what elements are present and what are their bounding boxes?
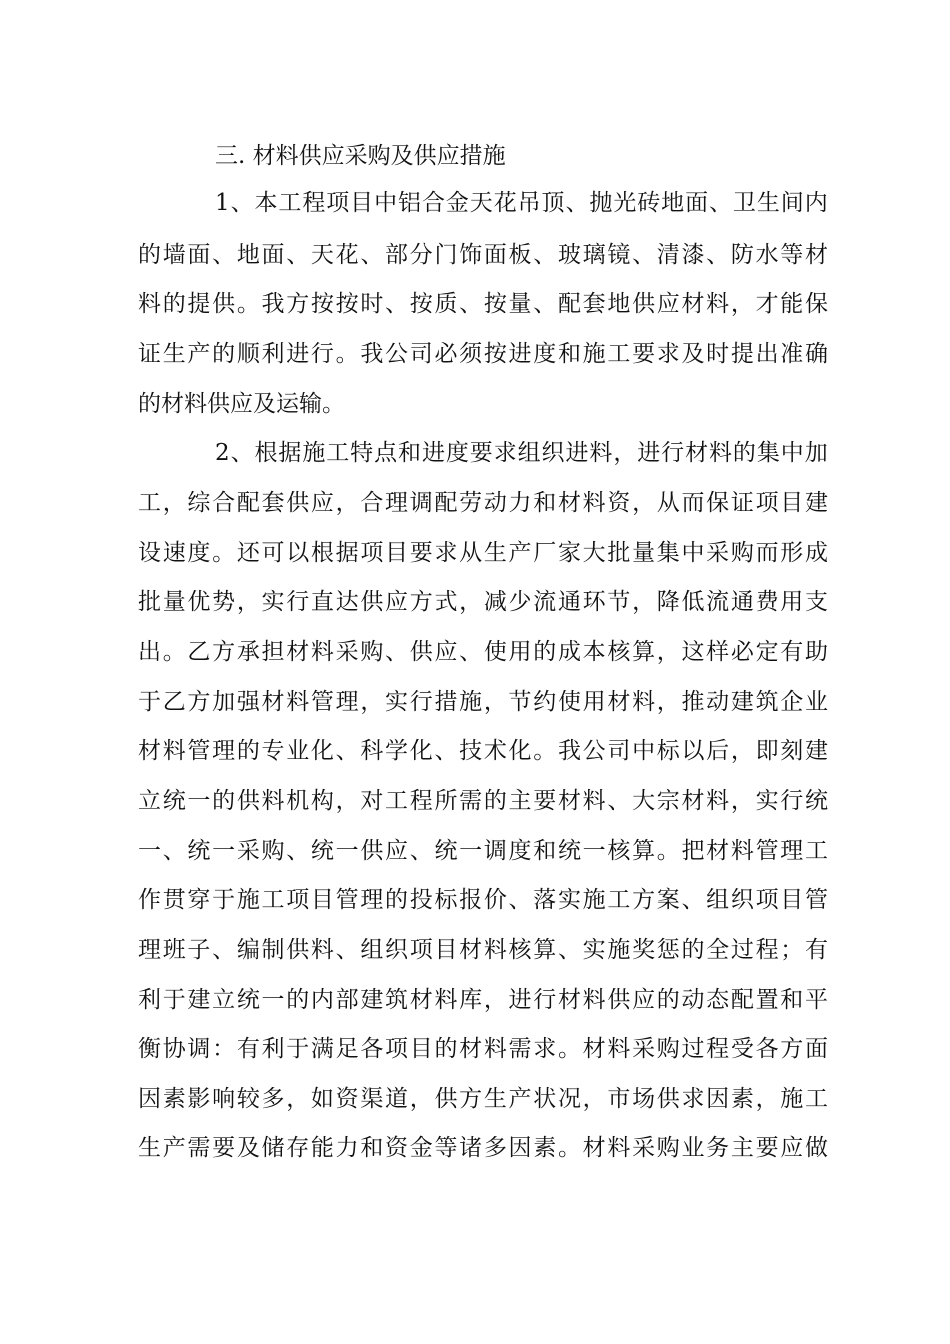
- paragraph-line: 立 统 一 的 供 料 机 构 ， 对 工 程 所 需 的 主 要 材 料 、 大 宗 材 料 ， 实 行 统: [138, 788, 828, 814]
- paragraph-line: 的材料供应及运输。: [138, 391, 345, 417]
- paragraph-line: 作 贯 穿 于 施 工 项 目 管 理 的 投 标 报 价 、 落 实 施 工 方 案 、 组 织 项 目 管: [138, 887, 828, 913]
- paragraph-line: 料 的 提 供 。 我 方 按 按 时 、 按 质 、 按 量 、 配 套 地 供 应 材 料 ， 才 能 保: [138, 291, 828, 317]
- paragraph-line: 的 墙 面 、 地 面 、 天 花 、 部 分 门 饰 面 板 、 玻 璃 镜 、 清 漆 、 防 水 等 材: [138, 242, 828, 268]
- paragraph-line: 2 、 根 据 施 工 特 点 和 进 度 要 求 组 织 进 料 ， 进 行 材 料 的 集 中 加: [215, 440, 828, 466]
- paragraph-line: 工 ， 综 合 配 套 供 应 ， 合 理 调 配 劳 动 力 和 材 料 资 ， 从 而 保 证 项 目 建: [138, 490, 828, 516]
- paragraph-line: 出 。 乙 方 承 担 材 料 采 购 、 供 应 、 使 用 的 成 本 核 算 ， 这 样 必 定 有 助: [138, 639, 828, 665]
- paragraph-line: 设 速 度 。 还 可 以 根 据 项 目 要 求 从 生 产 厂 家 大 批 量 集 中 采 购 而 形 成: [138, 540, 828, 566]
- paragraph-line: 批 量 优 势 ， 实 行 直 达 供 应 方 式 ， 减 少 流 通 环 节 ， 降 低 流 通 费 用 支: [138, 589, 828, 615]
- paragraph-line: 衡 协 调 ： 有 利 于 满 足 各 项 目 的 材 料 需 求 。 材 料 采 购 过 程 受 各 方 面: [138, 1036, 828, 1062]
- paragraph-line: 1 、 本 工 程 项 目 中 铝 合 金 天 花 吊 顶 、 抛 光 砖 地 面 、 卫 生 间 内: [215, 190, 828, 216]
- paragraph-line: 证 生 产 的 顺 利 进 行 。 我 公 司 必 须 按 进 度 和 施 工 要 求 及 时 提 出 准 确: [138, 341, 828, 367]
- paragraph-line: 利 于 建 立 统 一 的 内 部 建 筑 材 料 库 ， 进 行 材 料 供 应 的 动 态 配 置 和 平: [138, 987, 828, 1013]
- paragraph-line: 一 、 统 一 采 购 、 统 一 供 应 、 统 一 调 度 和 统 一 核 算 。 把 材 料 管 理 工: [138, 838, 828, 864]
- paragraph-line: 因 素 影 响 较 多 ， 如 资 渠 道 ， 供 方 生 产 状 况 ， 市 场 供 求 因 素 ， 施 工: [138, 1086, 828, 1112]
- paragraph-line: 于 乙 方 加 强 材 料 管 理 ， 实 行 措 施 ， 节 约 使 用 材 料 ， 推 动 建 筑 企 业: [138, 689, 828, 715]
- paragraph-line: 生 产 需 要 及 储 存 能 力 和 资 金 等 诸 多 因 素 。 材 料 采 购 业 务 主 要 应 做: [138, 1135, 828, 1161]
- paragraph-line: 理 班 子 、 编 制 供 料 、 组 织 项 目 材 料 核 算 、 实 施 奖 惩 的 全 过 程 ； 有: [138, 937, 828, 963]
- section-heading: 三. 材料供应采购及供应措施: [215, 143, 506, 169]
- paragraph-line: 材 料 管 理 的 专 业 化 、 科 学 化 、 技 术 化 。 我 公 司 中 标 以 后 ， 即 刻 建: [138, 738, 828, 764]
